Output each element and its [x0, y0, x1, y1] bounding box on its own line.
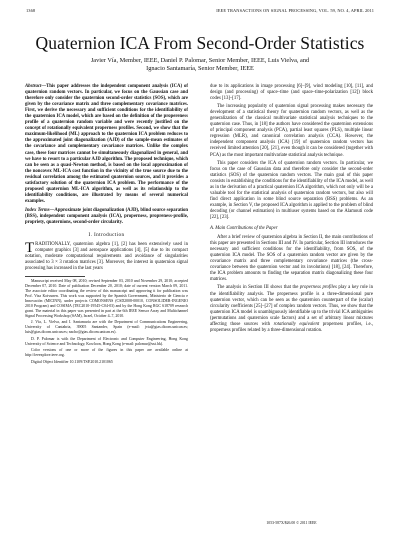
authors-line-1: Javier Vía, Member, IEEE, Daniel P. Palomar, Senior Member, IEEE, Luis Vielva, and: [90, 57, 310, 64]
abstract-lead: Abstract—: [25, 84, 47, 89]
abstract: [25, 84, 188, 205]
intro-continuation: due to its applications in image processing [6]–[9], wind modeling [10], [11], and design (and processing) of space–time (and space–time-polarization [12]) block codes [13]–[17].: [210, 84, 373, 102]
index-terms-text: Approximate joint diagonalization (AJD), blind source separation (BSS), independent component analysis (ICA), properness, propreness-profile, propriety, quaternions, second-order circularity.: [25, 207, 188, 226]
paragraph-properness: [210, 285, 373, 333]
footnote-divider: [25, 276, 85, 277]
properness-emphasis: properness profiles: [299, 285, 337, 291]
paragraph-contributions: After a brief review of quaternion algebra in Section II, the main contributions of this paper are presented in Sections III and IV. In particular, Section III introduces the necessary and sufficient conditions for the identifiability, from SOS, of the quaternion ICA model. The SOS of a quaternion random vector are given by the covariance matrix and three complementary covariance matrices (the cross-covariance between the quaternion vector and its involutions) [18], [24]. Therefore, the ICA problem amounts to finding the separation matrix diagonalizing these four matrices.: [210, 235, 373, 283]
right-column: [210, 84, 373, 336]
properness-text-end: properness profiles, i.e., properness profiles related by a three-dimensional rotation.: [210, 321, 374, 333]
properness-text-start: The analysis in Section III shows that the: [217, 285, 300, 291]
author-list: [60, 57, 340, 73]
index-terms: [25, 208, 188, 226]
footnote-color-versions: Color versions of one or more of the figures in this paper are available online at http://ieeexplore.ieee.org.: [25, 348, 188, 358]
abstract-text: This paper addresses the independent component analysis (ICA) of quaternion random vectors. In particular, we focus on the Gaussian case and therefore only consider the quaternion second-order statistics (SOS), which are given by the covariance matrix and three complementary covariance matrices. First, we derive the necessary and sufficient conditions for the identifiability of the quaternion ICA model, which are based on the definition of the propereness profile of a quaternion random variable and were recently justified on the concept of rotationally equivalent properness profiles. Second, we show that the maximum-likelihood (ML) approach to the quaternion ICA problem reduces to the approximated joint diagonalization (AJD) of the sample-mean estimates of the covariance and complementary covariance matrices. Unlike the complex case, these four matrices cannot be simultaneously diagonalized in general, and we have to resort to a particular AJD algorithm. The proposed technique, which can be seen as a quasi-Newton method, is based on the local approximation of the noncovex ML-ICA cost function in the vicinity of the true source due to the residual correlation among the estimated quaternion sources, and it provides a satisfactory solution of the quaternion ICA problem. The performance of the proposed quaternion ML-ICA algorithm, as well as its relationship to the identifiability conditions, are illustrated by means of several numerical examples.: [25, 84, 188, 204]
paragraph-scope: This paper considers the ICA of quaternion random vectors. In particular, we focus on the case of Gaussian data and therefore only consider the second-order statistics (SOS) of the quaternion random vectors. The main goal of this paper consists in establishing the conditions for the identifiability of the ICA model, as well as in the derivation of a practical quaternion ICA algorithm, which not only will be a valuable tool for the statistical analysis of quaternion random vectors, but also will find direct application in some blind source separation (BSS) problems. As an example, in Section V, the proposed ICA algorithm is applied to the problem of blind decoding (or channel estimation) in multiuser systems based on the Alamouti code [22], [23].: [210, 160, 373, 220]
paragraph-motivation: The increasing popularity of quaternion signal processing makes necessary the development of a statistical theory for quaternion random vectors, as well as the generalization of the classical multivariate statistical analysis techniques to the quaternion case. Thus, in [18] the authors have considered the quaternion extensions of principal component analysis (PCA), partial least squares (PLS), multiple linear regression (MLR), and canonical correlation analysis (CCA). However, the independent component analysis (ICA) [19] of quaternion random vectors has received limited attention [20], [21], even though it can be considered (together with PCA) as the most important multivariate statistical analysis technique.: [210, 104, 373, 158]
subsection-heading-contributions: A. Main Contributions of the Paper: [210, 226, 278, 232]
intro-paragraph: [25, 242, 188, 272]
paper-title: Quaternion ICA From Second-Order Statistics: [35, 33, 365, 53]
left-column: [25, 84, 188, 366]
journal-name: IEEE TRANSACTIONS ON SIGNAL PROCESSING, VOL. 59, NO. 4, APRIL 2011: [216, 8, 374, 13]
footnotes: [25, 279, 188, 364]
drop-cap: T: [25, 240, 35, 257]
intro-text: RADITIONALLY, quaternion algebra [1], [2] has been extensively used in computer graphics [3] and aerospace applications [4], [5] due to its compact notation, moderate computational requirements and avoidance of singularities associated to 3 × 3 rotation matrices [3]. Moreover, the interest in quaternion signal processing has increased in the last years: [25, 242, 188, 272]
page-number: 1368: [26, 8, 36, 13]
copyright-footer: 1053-587X/$26.00 © 2011 IEEE: [266, 521, 317, 525]
running-head: [26, 8, 374, 13]
footnote-manuscript: Manuscript received May 08, 2010; revised September 03, 2010 and November 29, 2010; accepted December 07, 2010. Date of publication December 20, 2010; date of current version March 09, 2011. The associate editor coordinating the review of this manuscript and approving it for publication was Prof. Visa Koivunen. This work was supported by the Spanish Government, Ministerio de Ciencia e Innovación (MICINN), under projects COMONSENS (CSD2008-00010, CONSOLIDER-INGENIO 2010 Program) and COSIMA (TEC2010-19545-C04-03) and by the Hong Kong RGC 618709 research grant. The material in this paper was presented in part at the 6th IEEE Sensor Array and Multichannel Signal Processing Workshop (SAM), Israel, October 4–7, 2010.: [25, 279, 188, 319]
section-heading-introduction: I. Introduction: [88, 232, 125, 239]
footnote-affiliation-2: D. P. Palomar is with the Department of Electronic and Computer Engineering, Hong Kong University of Science and Technology, Kowloon, Hong Kong (e-mail: palomar@ust.hk).: [25, 336, 188, 346]
properness-text-mid: play a key role in the identifiability analysis. The properness profile is a three-dimensional pure quaternion vector, which can be seen as the quaternion counterpart of the (scalar) circularity coefficients [25]–[27] of complex random vectors. Thus, we show that the quaternion ICA model is unambiguously identifiable up to the trivial ICA ambiguities (permutations and quaternion scale factors) and a set of arbitrary linear mixtures affecting those sources with: [210, 285, 373, 327]
footnote-doi: Digital Object Identifier 10.1109/TSP.2010.2101065: [31, 359, 113, 364]
authors-line-2: Ignacio Santamaría, Senior Member, IEEE: [146, 65, 254, 72]
index-terms-lead: Index Terms—: [25, 207, 55, 213]
footnote-affiliation-1: J. Vía, L. Vielva, and I. Santamaría are with the Department of Communications Engineering, University of Cantabria, 39005 Santander, Spain (e-mail: jvia@gtas.dicom.unican.es; luis@gtas.dicom.unican.es; nacho@gtas.dicom.unican.es).: [25, 320, 188, 335]
rotational-emphasis: rotationally equivalent: [273, 321, 320, 327]
